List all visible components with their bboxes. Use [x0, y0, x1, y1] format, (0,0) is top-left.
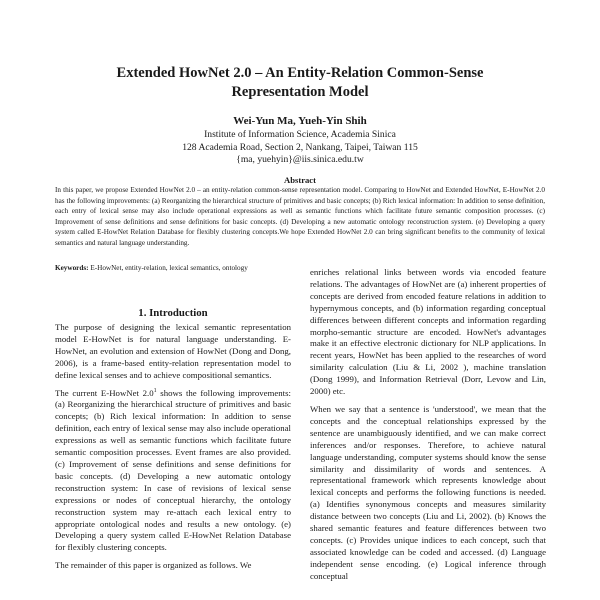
right-paragraph-2: When we say that a sentence is 'understood', we mean that the concepts and the conceptual relationships expressed by the sentence are unambiguously identified, and we can make correct inferences and/or responses. Therefore, to achieve natural language understanding, computer systems should know the sense similarity and dissimilarity of words and sentences. A representational framework which represents knowledge about lexical concepts and performs the following functions is needed. (a) Identifies synonymous concepts and measures similarity distance between two concepts (Liu and Li, 2002). (b) Knows the shared semantic features and feature differences between two concepts. (c) Provides unique indices to each concept, such that associated knowledge can be coded and accessed. (d) Language independent sense encoding. (e) Logical inference through conceptual — [310, 403, 546, 581]
abstract-text: In this paper, we propose Extended HowNet 2.0 – an entity-relation common-sense representation model. Comparing to HowNet and Extended HowNet, E-HowNet 2.0 has the following improvements: (a) Reorganizing the hierarchical structure of primitives and basic concepts; (b) Rich lexical information: In addition to sense definition, each entry of lexical sense may also include operational expressions as well as semantic functions which facilitate future semantic composition processes. (c) Improvement of sense definitions and sense definitions for basic concepts. (d) Developing a new automatic ontology reconstruction system. (e) Developing a query system called E-HowNet Relation Database for flexibly clustering concepts.We hope Extended HowNet 2.0 can bring significant benefits to the community of lexical semantics and natural language understanding. — [55, 186, 545, 247]
right-paragraph-1: enriches relational links between words via encoded feature relations. The advantages of HowNet are (a) inherent properties of concepts are derived from encoded feature relations in addition to hypernymous concepts, and (b) information regarding conceptual differences between different concepts and information regarding morpho-semantic structure are encoded. HowNet's advantages make it an effective electronic dictionary for NLP applications. In recent years, HowNet has been applied to the researches of word similarity calculation (Liu & Li, 2002 ), machine translation (Dong 1999), and Information Retrieval (Dorr, Levow and Lin, 2000) etc. — [310, 267, 546, 397]
author-affiliation — [60, 129, 540, 167]
affiliation-email: {ma, yuehyin}@iis.sinica.edu.tw — [236, 154, 364, 165]
footnote-marker: 1 — [153, 387, 157, 394]
keywords-label: Keywords: — [55, 264, 89, 272]
intro-paragraph-3: The remainder of this paper is organized as follows. We — [55, 560, 252, 571]
title-line-1: Extended HowNet 2.0 – An Entity-Relation Common-Sense — [116, 65, 484, 81]
paper-title — [60, 64, 540, 102]
right-column — [310, 267, 546, 589]
abstract-heading: Abstract — [284, 175, 316, 185]
author-names: Wei-Yun Ma, Yueh-Yin Shih — [233, 115, 367, 127]
intro-paragraph-2-start: The current E-HowNet 2.0 — [55, 387, 154, 398]
left-column — [55, 322, 291, 578]
intro-paragraph-1: The purpose of designing the lexical semantic representation model E-HowNet is for natural language understanding. E-HowNet, an evolution and extension of HowNet (Dong and Dong, 2006), is a frame-based entity-relation representation model to define lexical senses and to achieve compositional semantics. — [55, 322, 291, 380]
affiliation-institute: Institute of Information Science, Academia Sinica — [204, 129, 396, 140]
section-heading-introduction: 1. Introduction — [138, 307, 208, 319]
intro-paragraph-2 — [55, 388, 291, 555]
keywords-text: E-HowNet, entity-relation, lexical semantics, ontology — [90, 264, 248, 272]
intro-paragraph-2-rest: shows the following improvements: (a) Reorganizing the hierarchical structure of primitives and basic concepts; (b) Rich lexical information: In addition to sense definition, each entry of lexical sense may also include operational expressions as well as semantic functions which facilitate future semantic composition processes. Event frames are also provided. (c) Improvement of sense definitions and sense definitions for basic concepts. (d) Developing a new automatic ontology reconstruction system: In case of revisions of lexical sense expressions or nodes of conceptual hierarchy, the ontology reconstruction system may re-attach each lexical entry to appropriate ontological nodes and results a new ontology. (e) Developing a query system called E-HowNet Relation Database for flexibly clustering concepts. — [55, 387, 291, 553]
affiliation-address: 128 Academia Road, Section 2, Nankang, Taipei, Taiwan 115 — [182, 141, 418, 153]
title-line-2: Representation Model — [231, 84, 369, 100]
